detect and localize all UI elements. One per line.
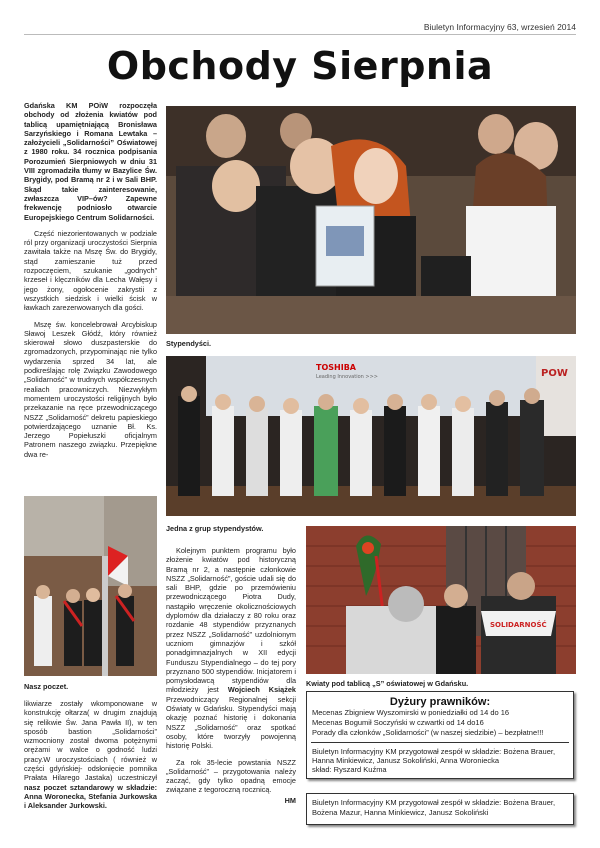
- article-paragraph: Część niezorientowanych w podziale ról przy organizacji uroczystości Sierpnia zawitała także na Mszę Św. do Brygidy, stąd zamieszanie tuż przed rozpoczęciem, szukanie „godnych” krzeseł i klęczników dla Lecha Wałęsy i jego żony, ogołocenie zakrystii z wszystkich siedzisk i wielki ścisk w ławkach zarezerwowanych dla gości.: [24, 228, 157, 313]
- photo-flowers-illustration: [306, 526, 576, 674]
- photo-flowers: [306, 526, 576, 674]
- poczet-members: nasz poczet sztandarowy w składzie: Anna Woronecka, Stefania Jurkowska i Aleksander Jurkowski.: [24, 782, 157, 811]
- photo-students: [166, 106, 576, 334]
- photo-group-caption: Jedna z grup stypendystów.: [166, 524, 264, 533]
- article-paragraph: Za rok 35-lecie powstania NSZZ „Solidarność” – przygotowania należy zacząć, gdy tylko opadną emocje związane z tegoroczną rocznicą.: [166, 757, 296, 795]
- article-paragraph: likwiarze zostały wkomponowane w konstrukcję ołtarza( w drugim znajdują się relikwie Św. Jana Pawła II), w ten sposób bastion „Solidarności” wzmocniony został dwoma potężnymi orężami w walce o godność ludzi pracy.W uroczystościach ( również w części gdyńskiej- odsłonięcie pomnika Prałata Hilarego Jastaka) uczestniczył nasz poczet sztandarowy w składzie: Anna Woronecka, Stefania Jurkowska i Aleksander Jurkowski.: [24, 699, 157, 811]
- photo-flowers-caption: Kwiaty pod tablicą „S” oświatowej w Gdańsku.: [306, 679, 469, 688]
- lead-paragraph: Gdańska KM POiW rozpoczęła obchody od złożenia kwiatów pod tablicą upamiętniającą Bronisława Sarzyńskiego i Romana Lewtaka – założycieli „Solidarności” Oświatowej z 1980 roku. 34 rocznica podpisania Porozumień Sierpniowych w dniu 31 VIII zgromadziła tłumy w Bazylice Św. Brygidy, pod Bramą nr 2 i w Sali BHP. Skąd takie zainteresowanie, zwłaszcza VIP–ów? Zapewne frekwencję podniosło otwarcie Europejskiego Centrum Solidarności.: [24, 101, 157, 222]
- banner-text: POW: [541, 368, 568, 379]
- article-paragraph: Kolejnym punktem programu było złożenie kwiatów pod historyczną Bramą nr 2, a następnie członkowie NSZZ „Solidarność”, goście udali się do sali BHP, gdzie po przemówieniu przewodniczącego Piotra Dudy, nastąpiło wręczenie okolicznościowych dyplomów dla działaczy z 80 roku oraz rozdanie 48 stypendiów przyznanych przez NSZZ „Solidarność” uzdolnionym uczniom gimnazjów i szkół ponadgimnazjalnych w XII edycji Funduszu Stypendialnego – do tej pory przyznano 500 stypendiów. Inicjatorem i pomysłodawcą stypendiów dla młodzieży jest Wojciech Książek Przewodniczący Regionalnej sekcji Oświaty w Gdańsku. Stypendyści mają okazję poznać historię i dokonania NSZZ „Solidarność” oraz spotkać osoby, które tworzyły powojenną historię Polski.: [166, 546, 296, 751]
- article-paragraph: Mszę św. koncelebrował Arcybiskup Sławoj Leszek Głódź, który również skierował słowo duszpasterskie do zgromadzonych, przypominając nie tylko wydarzenia sprzed 34 lat, ale podkreślając rolę Związku Zawodowego „Solidarność” w trudnych współczesnych realiach pracowniczych. Niezwykłym momentem uroczystości religijnych było przekazanie na ręce przewodniczącego NSZZ „Solidarność” dekretu papieskiego potwierdzającego uznanie Bł. Ks. Jerzego Popiełuszki oficjalnym Patronem naszego związku. Przepiękne dwa re-: [24, 319, 157, 459]
- photo-students-illustration: [166, 106, 576, 334]
- lawyer-hours-box: [306, 691, 574, 779]
- box-divider: [311, 742, 569, 743]
- bottom-left-column: [24, 699, 157, 818]
- editorial-team-text: Biuletyn Informacyjny KM przygotował zespół w składzie: Bożena Brauer, Bożena Mazur, Hanna Minkiewicz, Janusz Sokoliński: [312, 798, 556, 817]
- photo-poczet: [24, 496, 157, 676]
- left-article-column: [24, 101, 157, 466]
- lawyer-line: Mecenas Bogumił Soczyński w czwartki od 14 do16: [312, 718, 484, 727]
- lawyer-line: Porady dla członków „Solidarności” (w naszej siedzibie) – bezpłatne!!!: [312, 728, 544, 737]
- photo-students-caption: Stypendyści.: [166, 339, 212, 348]
- photo-group-illustration: [166, 356, 576, 516]
- photo-poczet-illustration: [24, 496, 157, 676]
- lawyer-box-title: Dyżury prawników:: [389, 696, 491, 708]
- photo-poczet-caption: Nasz poczet.: [24, 682, 69, 691]
- toshiba-logo: TOSHIBA: [316, 363, 356, 372]
- page-title: Obchody Sierpnia: [106, 44, 494, 88]
- middle-article-column: [166, 546, 296, 805]
- editorial-team: Biuletyn Informacyjny KM przygotował zespół w składzie: Bożena Brauer, Hanna Minkiewicz, Janusz Sokoliński, Anna Woroniecka: [312, 747, 556, 765]
- sash-text: SOLIDARNOŚĆ: [490, 621, 547, 629]
- lawyer-line: Mecenas Zbigniew Wyszomirski w poniedziałki od 14 do 16: [312, 708, 510, 717]
- photo-scholarship-group: [166, 356, 576, 516]
- toshiba-slogan: Leading Innovation >>>: [316, 374, 378, 380]
- initiator-name: Wojciech Książek: [227, 685, 296, 695]
- editorial-team-box: [306, 793, 574, 825]
- author-signature: HM: [284, 795, 296, 805]
- typesetting: skład: Ryszard Kuźma: [312, 765, 387, 774]
- page-header: Biuletyn Informacyjny 63, wrzesień 2014: [423, 22, 576, 32]
- header-divider: [24, 34, 576, 35]
